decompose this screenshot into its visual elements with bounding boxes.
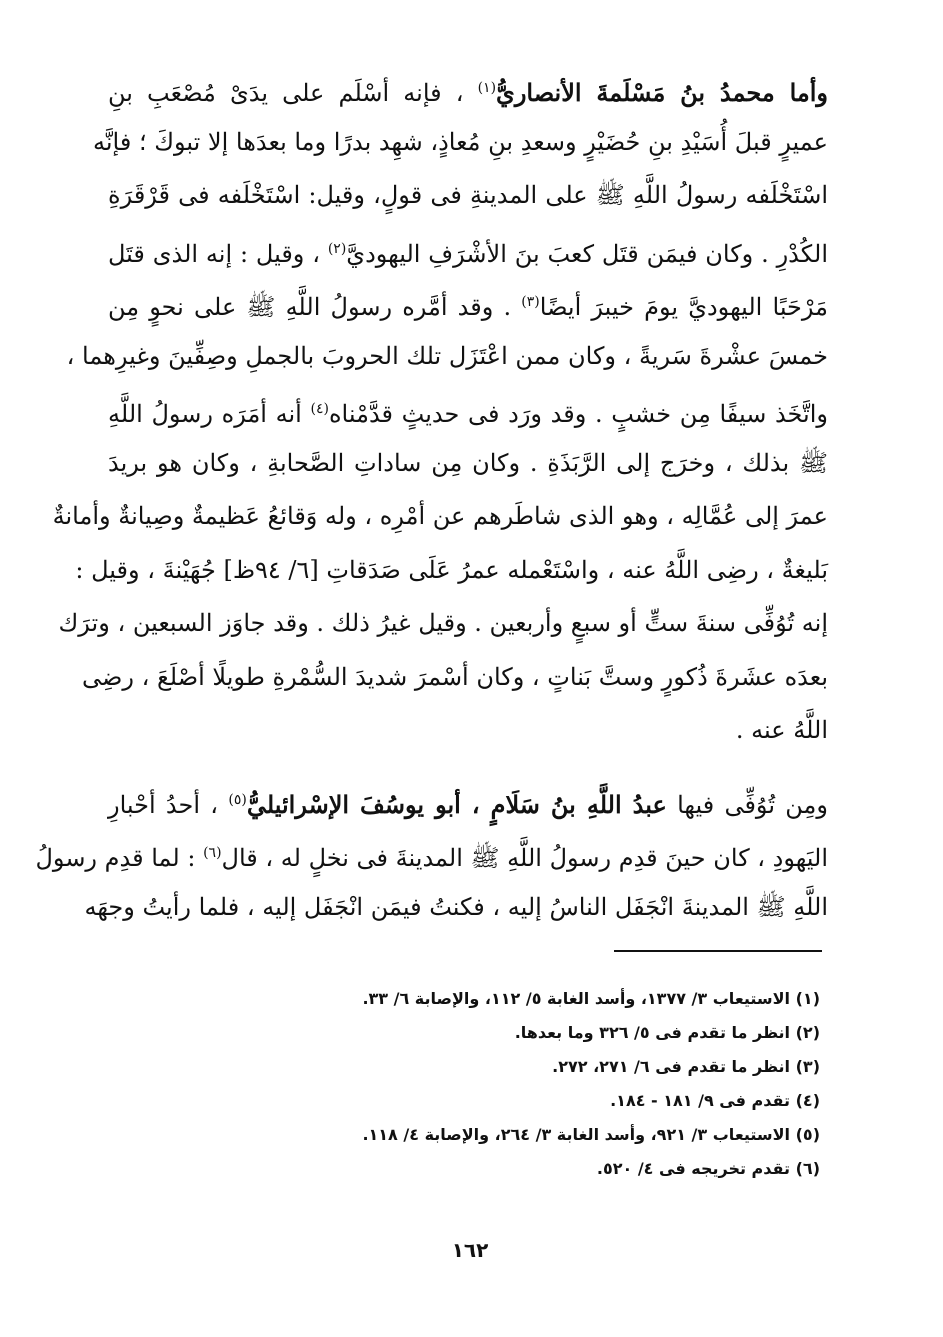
- text-line: مَرْحَبًا اليهوديَّ يومَ خيبرَ أيضًا$^{(٣)}$ . وقد أمَّره رسولُ اللَّهِ ﷺ على نحوٍ مِن: [108, 293, 828, 321]
- footnote-item: (٣) انظر ما تقدم فى ٦/ ٢٧١، ٢٧٢.: [552, 1057, 820, 1076]
- text-line: الكُدْرِ . وكان فيمَن قتَل كعبَ بنَ الأشْرَفِ اليهوديَّ$^{(٢)}$ ، وقيل : إنه الذى قتَل: [108, 239, 828, 268]
- text-line: واتَّخَذ سيفًا مِن خشبٍ . وقد ورَد فى حديثٍ قدَّمْناه$^{(٤)}$ أنه أمَرَه رسولُ اللَّهِ: [108, 400, 828, 428]
- text-line: بَليغةٌ ، رضِى اللَّهُ عنه ، واسْتَعْمله عمرُ عَلَى صَدَقاتِ [٦/ ٩٤ظ] جُهَيْنةَ ، وقيل :: [75, 555, 828, 584]
- text-line: خمسَ عشْرةَ سَريةً ، وكان ممن اعْتَزَل تلك الحروبَ بالجملِ وصِفِّينَ وغيرِهما ،: [66, 341, 828, 370]
- text-line: اسْتَخْلَفه رسولُ اللَّهِ ﷺ على المدينةِ فى قولٍ، وقيل: اسْتَخْلَفه فى قَرْقَرَةِ: [108, 181, 828, 209]
- paragraph-muhammad-ibn-maslama: [52, 62, 829, 758]
- footnote-item: (١) الاستيعاب ٣/ ١٣٧٧، وأسد الغابة ٥/ ١١٢، والإصابة ٦/ ٣٣.: [362, 989, 820, 1008]
- person-name-heading: وأما محمدُ بنُ مَسْلَمةَ الأنصاريُّ: [496, 78, 829, 107]
- footnote-item: (٦) تقدم تخريجه فى ٤/ ٥٢٠.: [596, 1159, 820, 1178]
- footnote-ref[interactable]: (٣): [521, 294, 540, 310]
- text-line: وأما محمدُ بنُ مَسْلَمةَ الأنصاريُّ$^{(١)}$ ، فإنه أسْلَم على يدَىْ مُصْعَبِ بنِ: [108, 78, 829, 107]
- footnote-item: (٢) انظر ما تقدم فى ٥/ ٣٢٦ وما بعدها.: [514, 1023, 820, 1042]
- person-name-heading: عبدُ اللَّهِ بنُ سَلَامٍ ، أبو يوسُفَ الإسْرائيليُّ: [246, 789, 667, 819]
- text-line: بعدَه عشَرةَ ذُكورٍ وستَّ بَناتٍ ، وكان أسْمرَ شديدَ السُّمْرةِ طويلًا أصْلَعَ ، رضِى: [82, 662, 828, 691]
- footnote-ref[interactable]: (٤): [310, 401, 329, 417]
- text-line: عمرَ إلى عُمَّالِه ، وهو الذى شاطَرهم عن أمْرِه ، وله وَقائعُ عَظيمةٌ وصِيانةٌ وأمانةٌ: [52, 502, 828, 530]
- text-line: إنه تُوُفِّى سنةَ ستٍّ أو سبعٍ وأربعين . وقيل غيرُ ذلك . وقد جاوَز السبعين ، وترَك: [58, 609, 828, 637]
- text-line: ومِن تُوُفِّى فيها عبدُ اللَّهِ بنُ سَلَامٍ ، أبو يوسُفَ الإسْرائيليُّ$^{(٥)}$ ، أحدُ أحْبارِ: [108, 789, 828, 819]
- footnote-ref[interactable]: (٦): [203, 845, 222, 861]
- footnote-item: (٥) الاستيعاب ٣/ ٩٢١، وأسد الغابة ٣/ ٢٦٤، والإصابة ٤/ ١١٨.: [362, 1125, 820, 1144]
- paragraph-abdullah-ibn-salam: [35, 774, 828, 935]
- footnote-ref[interactable]: (٢): [327, 240, 347, 257]
- main-text: [35, 62, 829, 934]
- page-number: ١٦٢: [451, 1238, 489, 1262]
- text-line: اللَّهِ ﷺ المدينةَ انْجَفَل الناسُ إليه ، فكنتُ فيمَن انْجَفَل إليه ، فلما رأيتُ وجهَه: [84, 892, 828, 921]
- footnote-ref[interactable]: (١): [477, 80, 497, 96]
- footnote-item: (٤) تقدم فى ٩/ ١٨١ - ١٨٤.: [610, 1091, 820, 1110]
- text-line: ﷺ بذلك ، وخرَج إلى الرَّبَذَةِ . وكان مِن ساداتِ الصَّحابةِ ، وكان هو بريدَ: [108, 448, 828, 477]
- text-line: اللَّهُ عنه .: [735, 716, 828, 744]
- footnote-ref[interactable]: (٥): [228, 791, 247, 808]
- footnotes: [300, 982, 820, 1186]
- paragraph-gap: [108, 758, 828, 774]
- footnote-divider: [614, 950, 822, 952]
- text-line: اليَهودِ ، كان حينَ قدِم رسولُ اللَّهِ ﷺ المدينةَ فى نخلٍ له ، قال$^{(٦)}$ : لما قدِم رسولُ: [35, 844, 828, 872]
- text-line: عميرٍ قبلَ أُسَيْدِ بنِ حُضَيْرٍ وسعدِ بنِ مُعاذٍ، شهِد بدرًا وما بعدَها إلا تبوكَ ؛ فإنَّه: [92, 127, 828, 156]
